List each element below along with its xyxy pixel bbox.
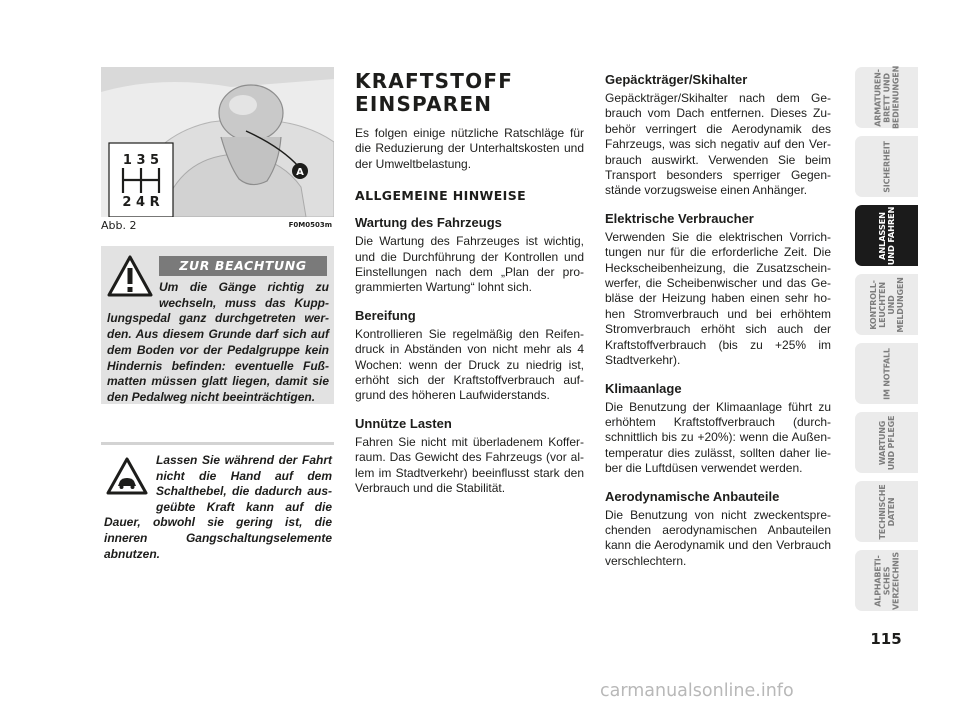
warning-box bbox=[101, 246, 334, 404]
subsection-text: Kontrollieren Sie regelmäßig den Reifen-druck in Abständen von nicht mehr als 4 Wochen: wenn der Druck zu niedrig ist, erhöht sich der Kraftstoffverbrauch auf-grund des höheren Laufwiderstands. bbox=[355, 326, 584, 403]
intro-text: Es folgen einige nützliche Ratschläge für die Reduzierung der Unterhaltskosten und der Umweltbelastung. bbox=[355, 126, 584, 171]
page-title-line-1: KRAFTSTOFF bbox=[355, 69, 514, 93]
subsection-heading: Klimaanlage bbox=[605, 380, 682, 396]
tab-verzeichnis[interactable] bbox=[855, 550, 918, 611]
watermark: carmanualsonline.info bbox=[600, 681, 794, 701]
tab-label: ANLASSEN UND FAHREN bbox=[876, 206, 896, 265]
tab-technische-daten[interactable] bbox=[855, 481, 918, 542]
figure-code: F0M0503m bbox=[288, 221, 332, 229]
page-title-line-2: EINSPAREN bbox=[355, 92, 493, 116]
tab-armaturenbrett[interactable] bbox=[855, 67, 918, 128]
right-column bbox=[605, 70, 831, 569]
tab-label: ARMATUREN- BRETT UND BEDIENUNGEN bbox=[873, 65, 900, 129]
tab-label: KONTROLL- LEUCHTEN UND MELDUNGEN bbox=[868, 276, 905, 333]
tab-label: TECHNISCHE DATEN bbox=[877, 484, 896, 539]
subsection-text: Gepäckträger/Skihalter nach dem Ge-brauch vom Dach entfernen. Dieses Zu-behör verringert die Aerodynamik des Fahrzeugs, was sich negativ auf den Ver-brauch auswirkt. Verwenden Sie beim Transport besonders sperriger Gegen-stände vorzugsweise einen Anhänger. bbox=[605, 91, 831, 198]
warning-text-block bbox=[107, 280, 329, 406]
subsection-heading: Aerodynamische Anbauteile bbox=[605, 488, 780, 504]
note-text-block bbox=[104, 453, 332, 562]
subsection-heading: Wartung des Fahrzeugs bbox=[355, 215, 502, 231]
gearshift-figure bbox=[101, 67, 334, 217]
gear-pattern-bottom: 2 4 R bbox=[122, 195, 160, 210]
subsection-heading: Gepäckträger/Skihalter bbox=[605, 72, 748, 87]
tab-label: SICHERHEIT bbox=[882, 140, 891, 193]
tab-label: WARTUNG UND PFLEGE bbox=[877, 415, 896, 470]
tab-anlassen-und-fahren[interactable] bbox=[855, 205, 918, 266]
tab-label: ALPHABETI- SCHES VERZEICHNIS bbox=[873, 551, 900, 610]
note-text: Lassen Sie während der Fahrt nicht die Hand auf dem Schalthebel, die dadurch aus-geübte Kraft kann auf die Dauer, obwohl sie gering ist, die inneren Gangschaltungselemente abnutzen. bbox=[104, 453, 332, 561]
page-number: 115 bbox=[870, 630, 902, 648]
main-column bbox=[355, 70, 584, 497]
subsection-text: Fahren Sie nicht mit überladenem Koffer-raum. Das Gewicht des Fahrzeugs (vor al-lem im Stadtverkehr) beeinflusst stark den Verbrauch und die Stabilität. bbox=[355, 434, 584, 496]
figure-caption bbox=[101, 219, 334, 235]
gear-pattern-top: 1 3 5 bbox=[122, 153, 160, 168]
tab-label: IM NOTFALL bbox=[882, 347, 891, 400]
gearshift-illustration bbox=[101, 67, 334, 217]
page-title bbox=[355, 70, 584, 116]
subsection-text: Die Benutzung von nicht zweckentspre-chenden aerodynamischen Anbauteilen kann die Aerodynamik und den Verbrauch verschlechtern. bbox=[605, 507, 831, 568]
subsection-heading: Bereifung bbox=[355, 307, 416, 323]
subsection-heading: Elektrische Verbraucher bbox=[605, 210, 754, 226]
chapter-tabs bbox=[855, 67, 918, 619]
callout-label: A bbox=[296, 167, 304, 178]
subsection-heading: Unnütze Lasten bbox=[355, 415, 452, 431]
subsection-text: Die Wartung des Fahrzeuges ist wichtig, und die Durchführung der Kontrollen und Einstellungen nach dem „Plan der pro-grammierten Wartung“ lohnt sich. bbox=[355, 234, 584, 295]
tab-sicherheit[interactable] bbox=[855, 136, 918, 197]
subsection-text: Verwenden Sie die elektrischen Vorrich-tungen nur für die erforderliche Zeit. Die Heckscheibenheizung, die Zusatzschein-werfer, die Scheibenwischer und das Ge-bläse der Heizung haben einen sehr ho-hen Stromverbrauch und bei erhöhtem Stromverbrauch erhöht sich auch der Kraftstoffverbrauch (bis zu +25% im Stadtverkehr). bbox=[605, 229, 831, 368]
subsection-text: Die Benutzung der Klimaanlage führt zu erhöhtem Kraftstoffverbrauch (durch-schnittlich bis zu +20%): wenn die Außen-temperatur dies zulässt, sollten daher lie-ber die Luftdüsen verwendet werden. bbox=[605, 399, 831, 476]
tab-kontrollleuchten[interactable] bbox=[855, 274, 918, 335]
tab-wartung-und-pflege[interactable] bbox=[855, 412, 918, 473]
section-heading: ALLGEMEINE HINWEISE bbox=[355, 188, 527, 204]
warning-text: Um die Gänge richtig zu wechseln, muss das Kupp-lungspedal ganz durchgetreten wer-den. Aus diesem Grunde darf sich auf dem Boden vor der Pedalgruppe kein Hindernis befinden: eventuelle Fuß-matten müssen glatt liegen, damit sie den Pedalweg nicht beeinträchtigen. bbox=[107, 280, 329, 404]
warning-title: ZUR BEACHTUNG bbox=[159, 256, 327, 276]
divider-line bbox=[101, 442, 334, 445]
figure-label: Abb. 2 bbox=[101, 219, 137, 232]
tab-im-notfall[interactable] bbox=[855, 343, 918, 404]
